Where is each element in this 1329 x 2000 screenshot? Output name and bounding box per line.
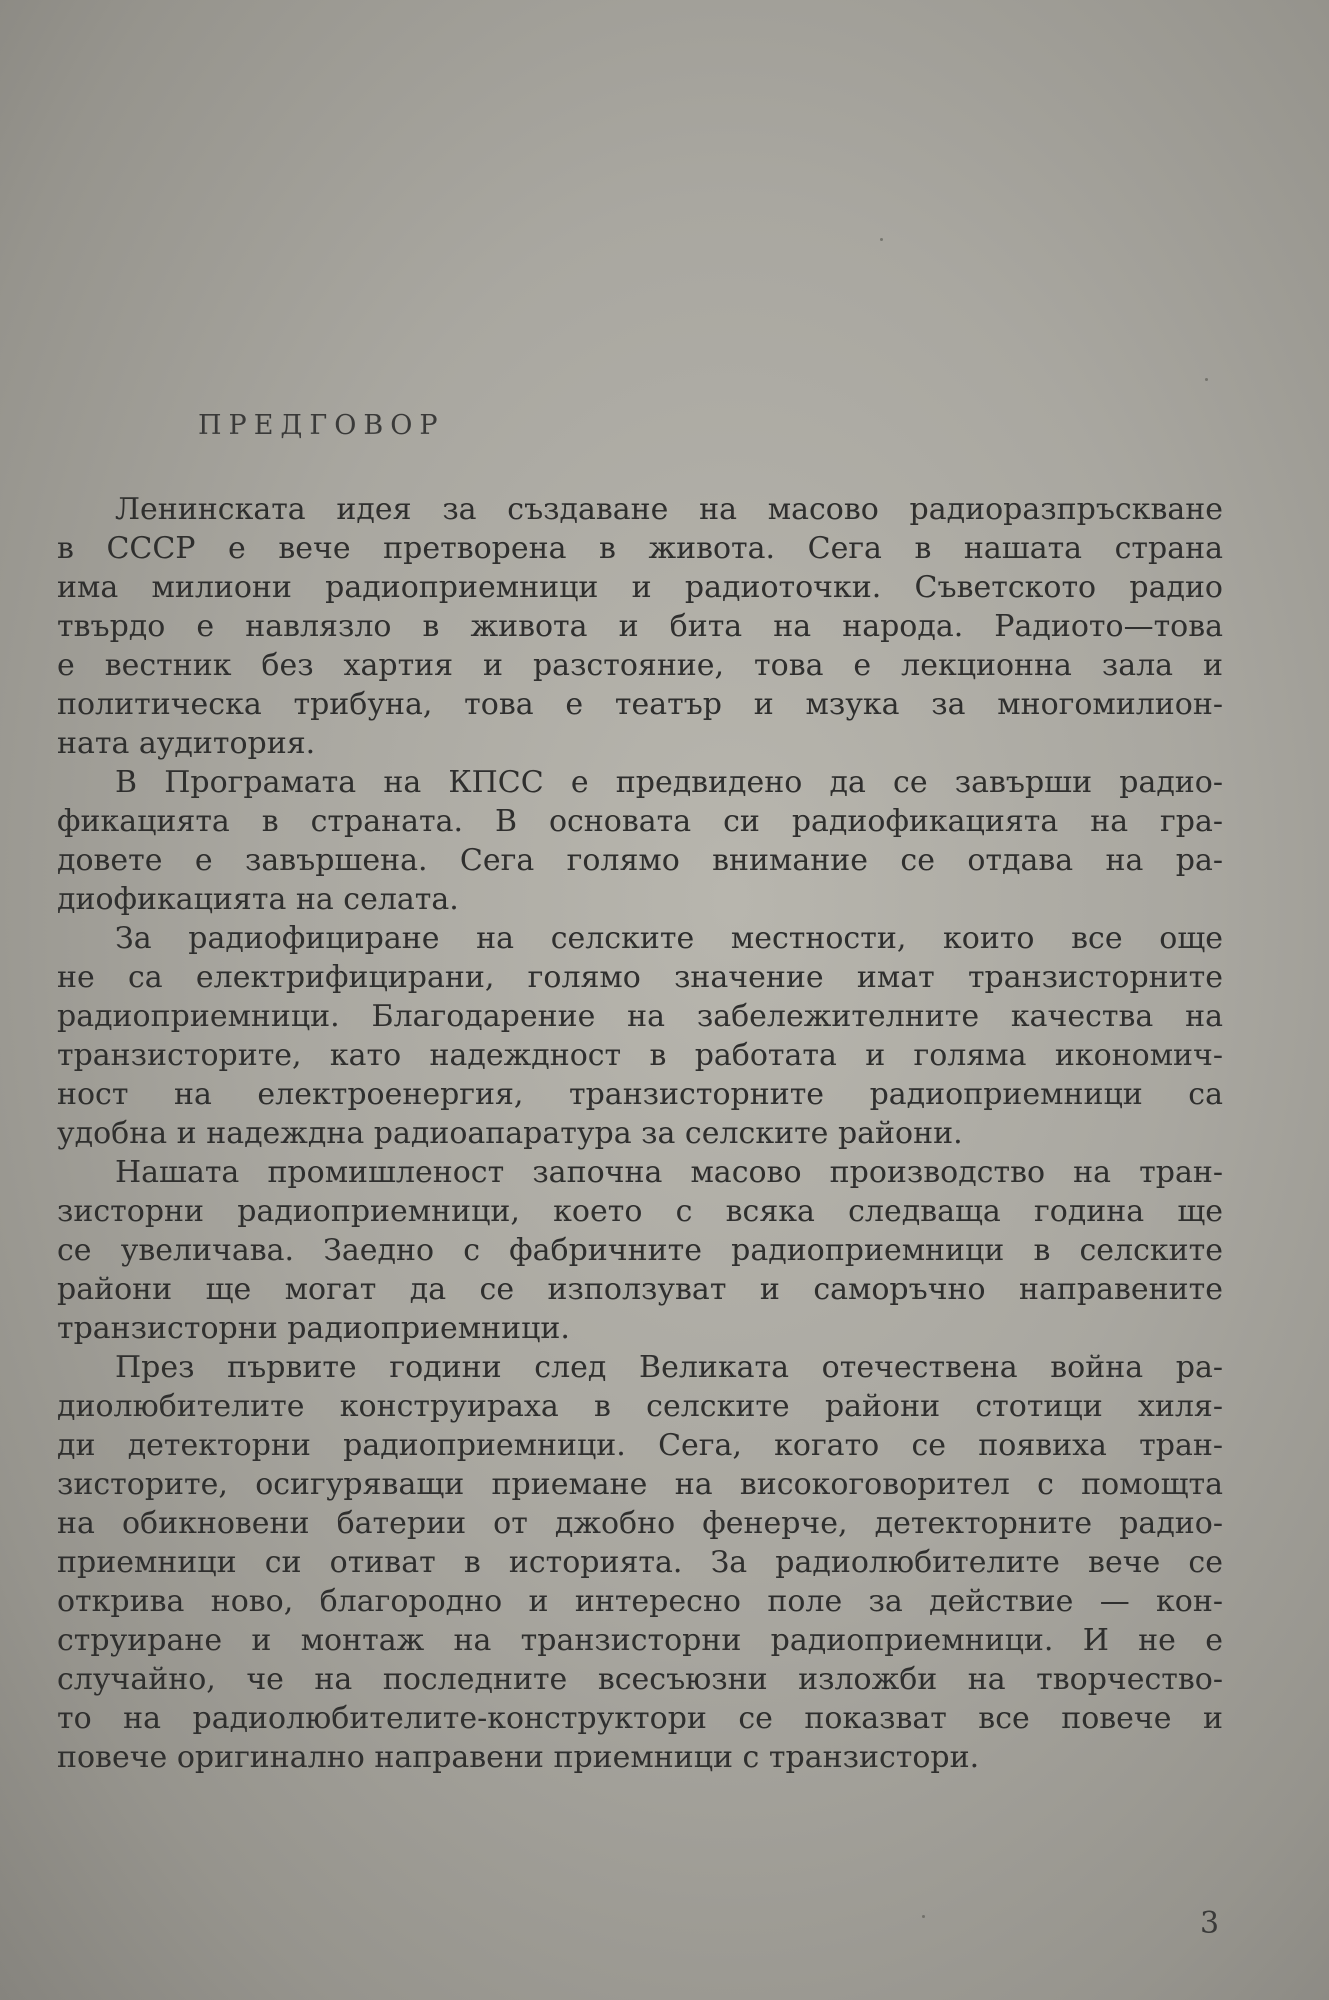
text-line: радиоприемници. Благодарение на забележителните качества на xyxy=(57,999,1223,1034)
paper-speck xyxy=(1205,378,1208,381)
text-line: ната аудитория. xyxy=(57,726,316,761)
page-number: 3 xyxy=(1200,1906,1220,1941)
text-line: фикацията в страната. В основата си радиофикацията на гра- xyxy=(57,804,1223,839)
text-line: транзисторите, като надеждност в работата и голяма икономич- xyxy=(57,1038,1223,1073)
text-line: Нашата промишленост започна масово производство на тран- xyxy=(115,1155,1223,1190)
page-heading: ПРЕДГОВОР xyxy=(198,410,445,441)
text-line: ност на електроенергия, транзисторните радиоприемници са xyxy=(57,1077,1223,1112)
text-line: През първите години след Великата отечествена война ра- xyxy=(115,1350,1223,1385)
text-line: райони ще могат да се използуват и саморъчно направените xyxy=(57,1272,1223,1307)
text-line: е вестник без хартия и разстояние, това е лекционна зала и xyxy=(57,648,1223,683)
text-line: открива ново, благородно и интересно поле за действие — кон- xyxy=(57,1584,1223,1619)
text-line: не са електрифицирани, голямо значение имат транзисторните xyxy=(57,960,1223,995)
body-text xyxy=(57,490,1223,1777)
text-line: повече оригинално направени приемници с транзистори. xyxy=(57,1740,980,1775)
text-line: За радиофициране на селските местности, които все още xyxy=(115,921,1223,956)
text-line: се увеличава. Заедно с фабричните радиоприемници в селските xyxy=(57,1233,1223,1268)
text-line: политическа трибуна, това е театър и мзука за многомилион- xyxy=(57,687,1223,722)
paragraph xyxy=(57,1153,1223,1348)
text-line: ди детекторни радиоприемници. Сега, когато се появиха тран- xyxy=(57,1428,1223,1463)
text-line: в СССР е вече претворена в живота. Сега в нашата страна xyxy=(57,531,1223,566)
text-line: струиране и монтаж на транзисторни радиоприемници. И не е xyxy=(57,1623,1223,1658)
text-line: то на радиолюбителите-конструктори се показват все повече и xyxy=(57,1701,1223,1736)
text-line: Ленинската идея за създаване на масово радиоразпръскване xyxy=(115,492,1223,527)
paper-speck xyxy=(880,238,883,241)
text-line: зисторни радиоприемници, което с всяка следваща година ще xyxy=(57,1194,1223,1229)
text-line: диофикацията на селата. xyxy=(57,882,459,917)
text-line: транзисторни радиоприемници. xyxy=(57,1311,570,1346)
text-line: има милиони радиоприемници и радиоточки. Съветското радио xyxy=(57,570,1223,605)
paragraph xyxy=(57,763,1223,919)
text-line: случайно, че на последните всесъюзни изложби на творчество- xyxy=(57,1662,1223,1697)
text-line: зисторите, осигуряващи приемане на високоговорител с помощта xyxy=(57,1467,1223,1502)
paragraph xyxy=(57,490,1223,763)
text-line: В Програмата на КПСС е предвидено да се завърши радио- xyxy=(115,765,1223,800)
text-line: на обикновени батерии от джобно фенерче, детекторните радио- xyxy=(57,1506,1223,1541)
paragraph xyxy=(57,1348,1223,1777)
text-line: приемници си отиват в историята. За радиолюбителите вече се xyxy=(57,1545,1223,1580)
text-line: удобна и надеждна радиоапаратура за селските райони. xyxy=(57,1116,963,1151)
text-line: диолюбителите конструираха в селските райони стотици хиля- xyxy=(57,1389,1223,1424)
text-line: довете е завършена. Сега голямо внимание се отдава на ра- xyxy=(57,843,1223,878)
paper-speck xyxy=(922,1915,925,1918)
text-line: твърдо е навлязло в живота и бита на народа. Радиото—това xyxy=(57,609,1223,644)
paragraph xyxy=(57,919,1223,1153)
